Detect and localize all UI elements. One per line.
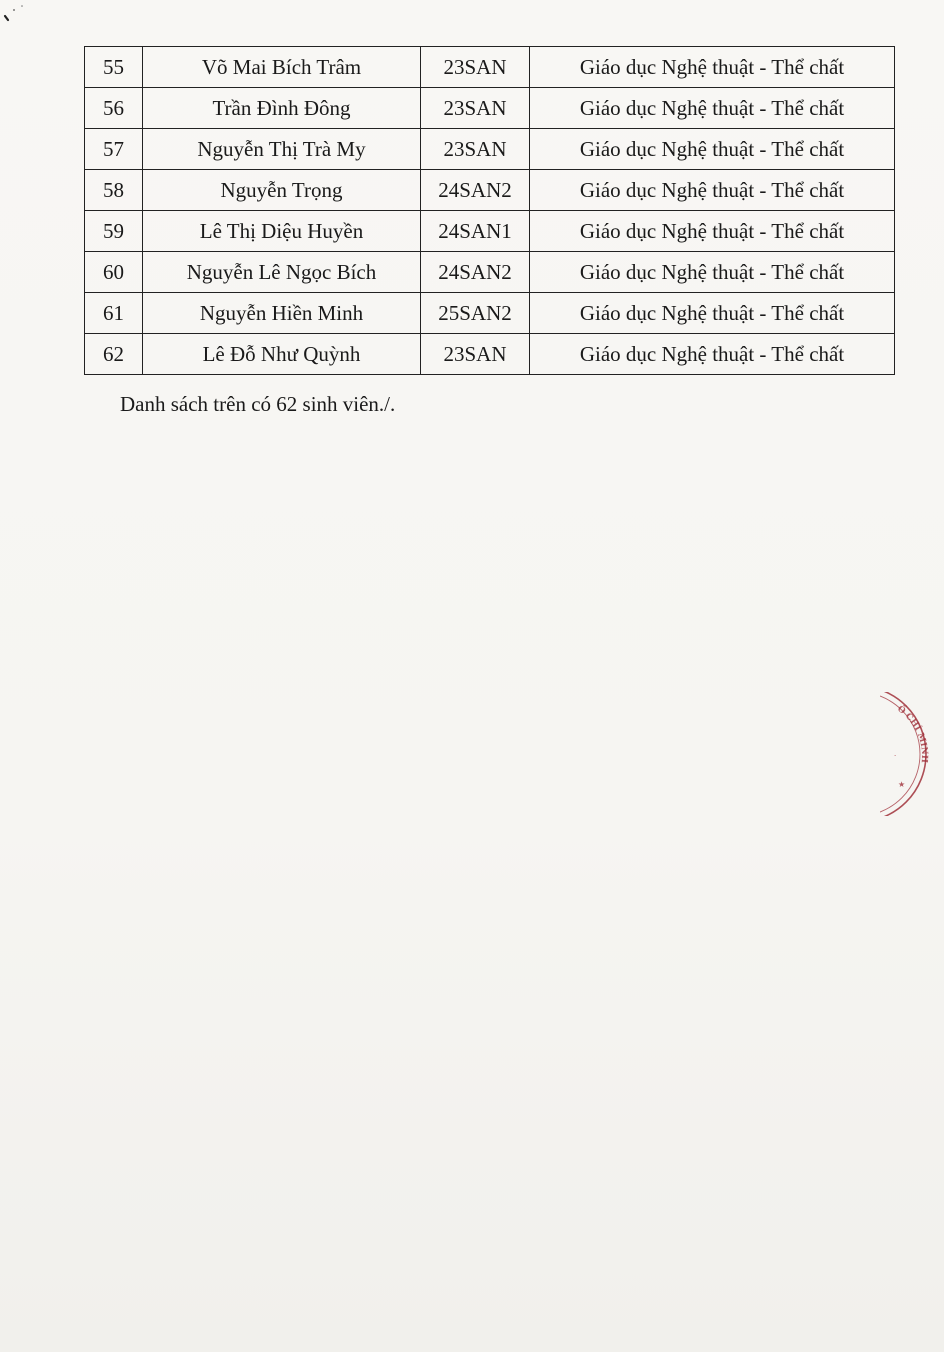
student-class: 23SAN [421, 334, 530, 375]
row-number: 57 [85, 129, 143, 170]
student-faculty: Giáo dục Nghệ thuật - Thể chất [530, 334, 895, 375]
row-number: 61 [85, 293, 143, 334]
student-class: 24SAN2 [421, 252, 530, 293]
row-number: 55 [85, 47, 143, 88]
student-class: 23SAN [421, 88, 530, 129]
table-row [85, 252, 895, 293]
official-seal-stamp [880, 692, 932, 816]
summary-note: Danh sách trên có 62 sinh viên./. [120, 392, 396, 416]
table-row [85, 211, 895, 252]
student-name: Nguyễn Thị Trà My [143, 129, 421, 170]
table-row [85, 293, 895, 334]
row-number: 56 [85, 88, 143, 129]
scan-marks [2, 2, 32, 28]
row-number: 59 [85, 211, 143, 252]
table-row [85, 88, 895, 129]
student-class: 23SAN [421, 129, 530, 170]
svg-text:·: · [894, 752, 897, 760]
student-name: Nguyễn Trọng [143, 170, 421, 211]
student-faculty: Giáo dục Nghệ thuật - Thể chất [530, 293, 895, 334]
student-faculty: Giáo dục Nghệ thuật - Thể chất [530, 88, 895, 129]
student-name: Lê Đỗ Như Quỳnh [143, 334, 421, 375]
table-row [85, 334, 895, 375]
svg-text:Ồ CHÍ MINH: Ồ CHÍ MINH [895, 704, 930, 764]
svg-text:★: ★ [898, 780, 906, 789]
student-class: 24SAN2 [421, 170, 530, 211]
row-number: 60 [85, 252, 143, 293]
student-faculty: Giáo dục Nghệ thuật - Thể chất [530, 129, 895, 170]
table-row [85, 47, 895, 88]
student-faculty: Giáo dục Nghệ thuật - Thể chất [530, 211, 895, 252]
student-name: Trần Đình Đông [143, 88, 421, 129]
row-number: 62 [85, 334, 143, 375]
student-class: 23SAN [421, 47, 530, 88]
student-faculty: Giáo dục Nghệ thuật - Thể chất [530, 47, 895, 88]
student-faculty: Giáo dục Nghệ thuật - Thể chất [530, 252, 895, 293]
row-number: 58 [85, 170, 143, 211]
student-name: Lê Thị Diệu Huyền [143, 211, 421, 252]
student-class: 25SAN2 [421, 293, 530, 334]
table-row [85, 170, 895, 211]
student-name: Võ Mai Bích Trâm [143, 47, 421, 88]
student-name: Nguyễn Lê Ngọc Bích [143, 252, 421, 293]
table-row [85, 129, 895, 170]
student-class: 24SAN1 [421, 211, 530, 252]
student-faculty: Giáo dục Nghệ thuật - Thể chất [530, 170, 895, 211]
student-table [84, 46, 895, 375]
student-name: Nguyễn Hiền Minh [143, 293, 421, 334]
